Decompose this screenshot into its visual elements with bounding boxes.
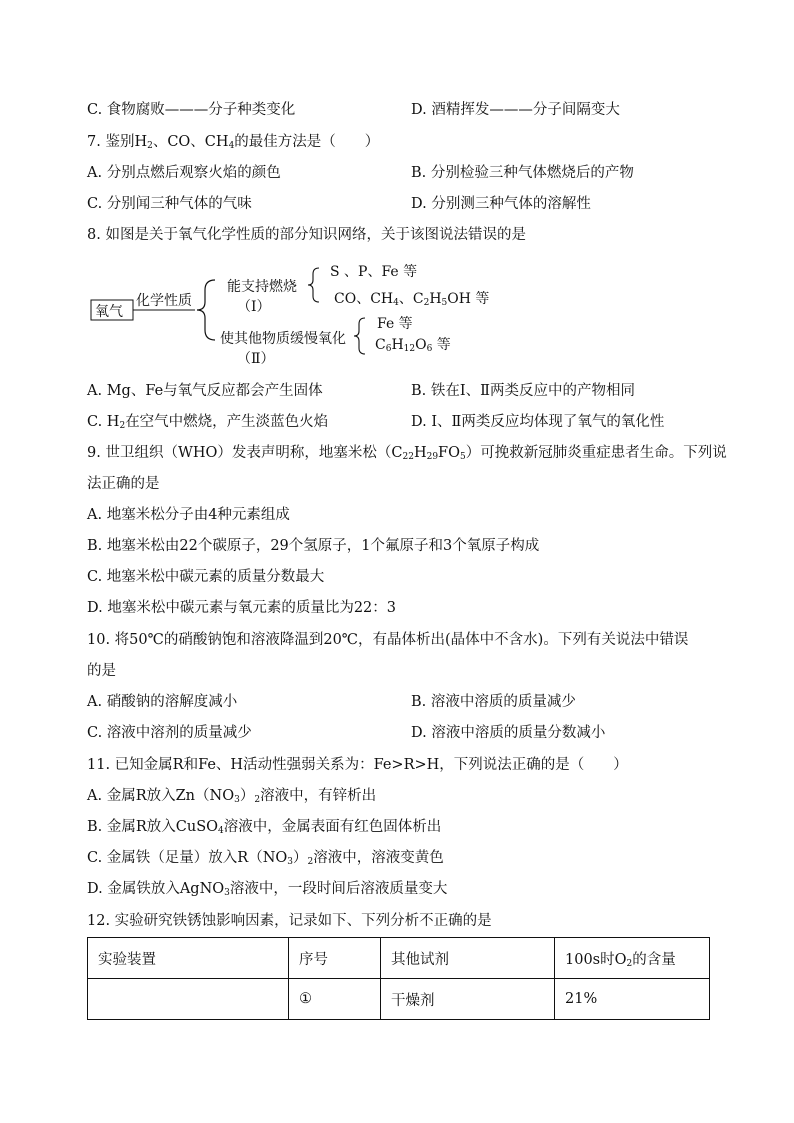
cell-apparatus bbox=[88, 979, 289, 1020]
q11-option-d: D. 金属铁放入AgNO$_3$溶液中，一段时间后溶液质量变大 bbox=[87, 881, 448, 898]
q10-option-d: D. 溶液中溶质的质量分数减小 bbox=[411, 725, 606, 741]
q6-option-d: D. 酒精挥发———分子间隔变大 bbox=[411, 102, 620, 118]
q10-option-b: B. 溶液中溶质的质量减少 bbox=[411, 694, 576, 710]
q9-stem-line2: 法正确的是 bbox=[87, 476, 160, 492]
q8-option-c: C. $H_2$在空气中燃烧，产生淡蓝色火焰 bbox=[87, 414, 329, 431]
header-number: 序号 bbox=[289, 938, 381, 979]
main-brace bbox=[197, 280, 215, 340]
branch2-item2: $C_6H_{12}O_6$ 等 bbox=[375, 337, 451, 354]
header-reagent: 其他试剂 bbox=[381, 938, 555, 979]
q7-option-c: C. 分别闻三种气体的气味 bbox=[87, 196, 252, 212]
q8-option-a: A. Mg、Fe与氧气反应都会产生固体 bbox=[87, 383, 323, 399]
q10-option-a: A. 硝酸钠的溶解度减小 bbox=[87, 694, 238, 710]
oxygen-label: 氧气 bbox=[95, 304, 123, 320]
combustion-support-label: 能支持燃烧 bbox=[227, 279, 297, 295]
type-1-tag: （Ⅰ） bbox=[237, 299, 271, 315]
header-o2-content: 100s时$O_2$的含量 bbox=[555, 938, 710, 979]
branch1-item2: CO、$CH_4$、$C_2H_5OH$ 等 bbox=[334, 291, 490, 308]
q7-option-b: B. 分别检验三种气体燃烧后的产物 bbox=[411, 165, 634, 181]
q12-stem: 12. 实验研究铁锈蚀影响因素，记录如下、下列分析不正确的是 bbox=[87, 913, 492, 929]
oxygen-knowledge-diagram bbox=[87, 258, 517, 370]
q9-option-a: A. 地塞米松分子由4种元素组成 bbox=[87, 507, 290, 523]
q10-stem-line1: 10. 将50℃的硝酸钠饱和溶液降温到20℃，有晶体析出(晶体中不含水)。下列有关说法中错误 bbox=[87, 632, 689, 648]
type-2-tag: （Ⅱ） bbox=[237, 351, 275, 367]
cell-o2-content: 21% bbox=[555, 979, 710, 1020]
brace-branch1 bbox=[308, 268, 319, 302]
q8-option-d: D. Ⅰ、Ⅱ两类反应均体现了氧气的氧化性 bbox=[411, 414, 665, 430]
cell-number: ① bbox=[289, 979, 381, 1020]
q7-option-d: D. 分别测三种气体的溶解性 bbox=[411, 196, 591, 212]
table-header-row bbox=[88, 938, 710, 979]
q11-stem: 11. 已知金属R和Fe、H活动性强弱关系为：Fe>R>H，下列说法正确的是（ ） bbox=[87, 757, 628, 773]
q7-stem: 7. 鉴别$H_2$、CO、$CH_4$的最佳方法是（ ） bbox=[87, 134, 380, 151]
q10-stem-line2: 的是 bbox=[87, 663, 116, 679]
q10-option-c: C. 溶液中溶剂的质量减少 bbox=[87, 725, 252, 741]
q9-option-b: B. 地塞米松由22个碳原子，29个氢原子，1个氟原子和3个氧原子构成 bbox=[87, 538, 540, 554]
diagram-lines bbox=[87, 258, 517, 370]
q8-stem: 8. 如图是关于氧气化学性质的部分知识网络，关于该图说法错误的是 bbox=[87, 227, 526, 243]
q8-option-b: B. 铁在Ⅰ、Ⅱ两类反应中的产物相同 bbox=[411, 383, 635, 399]
chemical-properties-label: 化学性质 bbox=[136, 293, 192, 309]
q11-option-c: C. 金属铁（足量）放入$R(NO_3)_2$溶液中，溶液变黄色 bbox=[87, 850, 444, 867]
cell-reagent: 干燥剂 bbox=[381, 979, 555, 1020]
branch1-item1: S 、P、Fe 等 bbox=[330, 264, 418, 280]
table-row bbox=[88, 979, 710, 1020]
q11-option-a: A. 金属R放入$Zn(NO_3)_2$溶液中，有锌析出 bbox=[87, 788, 377, 805]
q9-option-d: D. 地塞米松中碳元素与氧元素的质量比为22：3 bbox=[87, 600, 397, 616]
q7-option-a: A. 分别点燃后观察火焰的颜色 bbox=[87, 165, 281, 181]
q9-stem-line1: 9. 世卫组织（WHO）发表声明称，地塞米松$(C_{22}H_{29}FO_5)$可挽救新冠肺炎重症患者生命。下列说 bbox=[87, 445, 727, 462]
branch2-item1: Fe 等 bbox=[377, 316, 413, 332]
brace-branch2 bbox=[354, 318, 365, 354]
experiment-table bbox=[87, 937, 710, 1020]
slow-oxidation-label: 使其他物质缓慢氧化 bbox=[220, 331, 346, 347]
q11-option-b: B. 金属R放入CuSO$_4$溶液中，金属表面有红色固体析出 bbox=[87, 819, 442, 836]
header-apparatus: 实验装置 bbox=[88, 938, 289, 979]
q6-option-c: C. 食物腐败———分子种类变化 bbox=[87, 102, 296, 118]
q9-option-c: C. 地塞米松中碳元素的质量分数最大 bbox=[87, 569, 325, 585]
